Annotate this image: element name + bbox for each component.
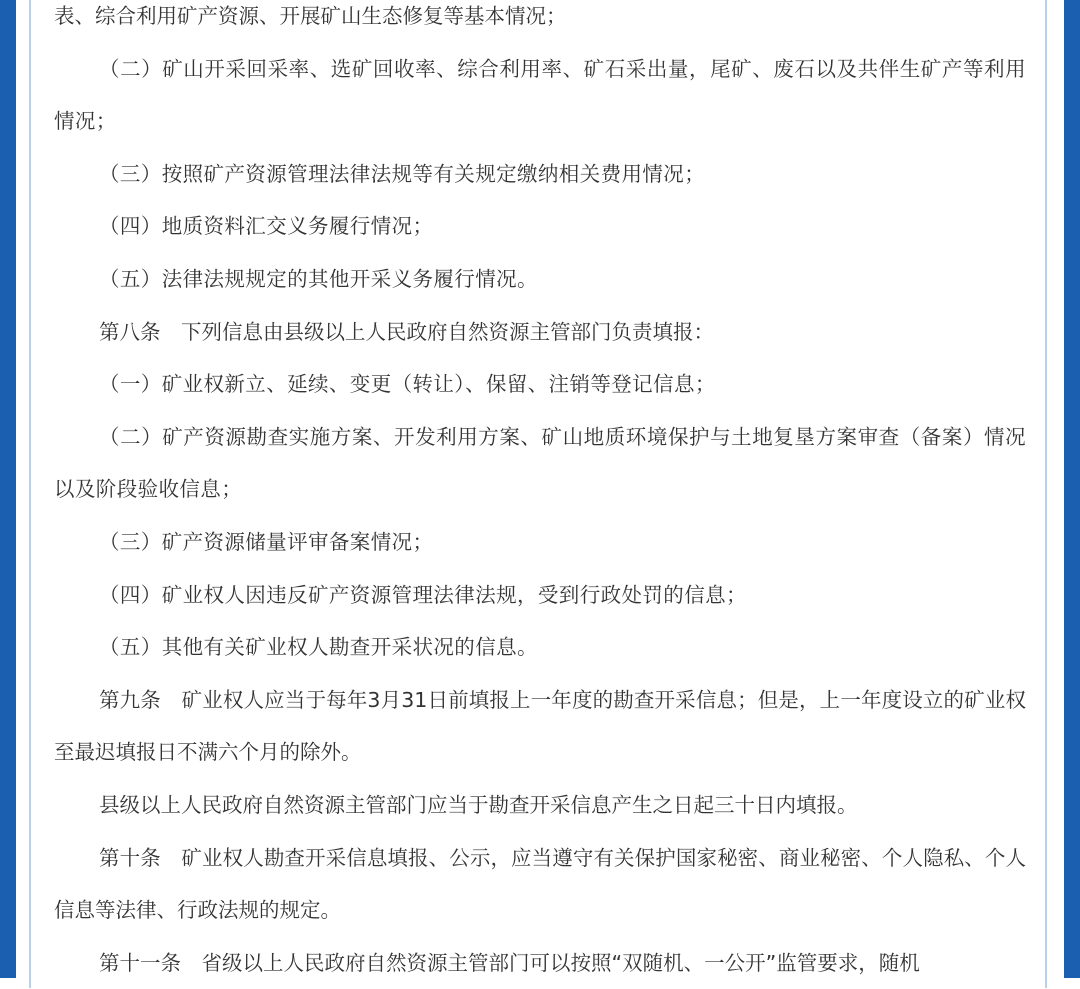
paragraph-item: （二）矿山开采回采率、选矿回收率、综合利用率、矿石采出量，尾矿、废石以及共伴生矿产等利用情况； (54, 56, 1026, 134)
article-9-clause: 县级以上人民政府自然资源主管部门应当于勘查开采信息产生之日起三十日内填报。 (99, 792, 858, 817)
paragraph-item: （一）矿业权新立、延续、变更（转让）、保留、注销等登记信息； (99, 372, 716, 397)
article-10: 第十条 矿业权人勘查开采信息填报、公示，应当遵守有关保护国家秘密、商业秘密、个人隐私、个人信息等法律、行政法规的规定。 (54, 845, 1026, 923)
paragraph-item: （五）法律法规规定的其他开采义务履行情况。 (99, 266, 538, 291)
document-body (54, 0, 1026, 989)
paragraph-item: （四）矿业权人因违反矿产资源管理法律法规，受到行政处罚的信息； (99, 582, 747, 607)
paragraph-item: （三）矿产资源储量评审备案情况； (99, 529, 434, 554)
paragraph-item: （五）其他有关矿业权人勘查开采状况的信息。 (99, 635, 538, 660)
paragraph-item: （二）矿产资源勘查实施方案、开发利用方案、矿山地质环境保护与土地复垦方案审查（备案）情况以及阶段验收信息； (54, 424, 1026, 502)
article-9: 第九条 矿业权人应当于每年3月31日前填报上一年度的勘查开采信息；但是，上一年度设立的矿业权至最迟填报日不满六个月的除外。 (54, 687, 1026, 765)
article-11: 第十一条 省级以上人民政府自然资源主管部门可以按照“双随机、一公开”监管要求，随机 (99, 950, 920, 975)
article-8: 第八条 下列信息由县级以上人民政府自然资源主管部门负责填报： (99, 319, 714, 344)
paragraph-item: （三）按照矿产资源管理法律法规等有关规定缴纳相关费用情况； (99, 161, 706, 186)
paragraph-continuation: 表、综合利用矿产资源、开展矿山生态修复等基本情况； (54, 4, 567, 28)
paragraph-item: （四）地质资料汇交义务履行情况； (99, 214, 434, 239)
